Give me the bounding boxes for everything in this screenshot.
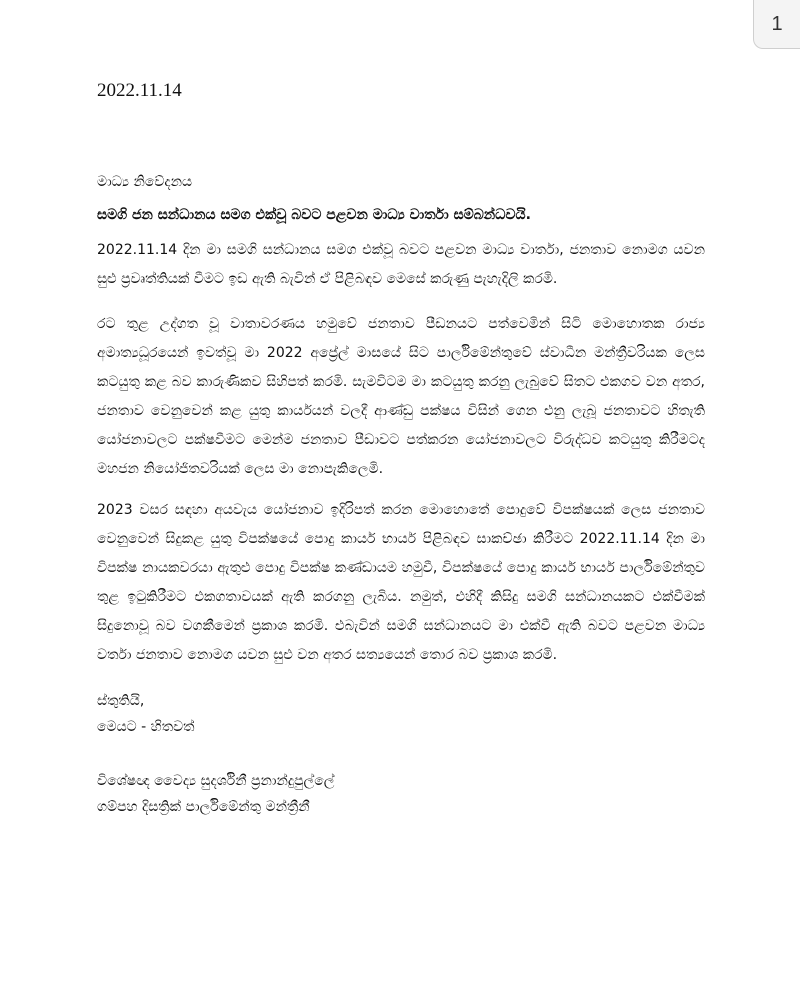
- paragraph-1: 2022.11.14 දින මා සමගි සන්ධානය සමග එක්වූ බවට පළවන මාධ්‍ය වාර්තා, ජනතාව නොමග යවන සුළු ප්‍රවෘත්තියක් වීමට ඉඩ ඇති බැවින් ඒ පිළිබඳව මෙසේ කරුණු පැහැදිලි කරමි.: [97, 242, 705, 287]
- paragraph-3: 2023 වසර සඳහා අයවැය යෝජනාව ඉදිරිපත් කරන මොහොතේ පොදුවේ විපක්ෂයක් ලෙස ජනතාව වෙනුවෙන් සිදුකළ යුතු විපක්ෂයේ පොදු කාර්ය භාර්ය පිළිබඳව සාකච්ඡා කිරීමට 2022.11.14 දින මා විපක්ෂ නායකවරයා ඇතුළු පොදු විපක්ෂ කණ්ඩායම හමුවී, විපක්ෂයේ පොදු කාර්ය භාර්ය පාර්ලිමේන්තුව තුළ ඉටුකිරීමට එකගතාවයක් ඇති කරගනු ලැබිය. නමුත්, එහිදී කිසිදු සමගි සන්ධානයකට එක්වීමක් සිදුනොවූ බව වගකීමෙන් ප්‍රකාශ කරමි. එබැවින් සමගි සන්ධානයට මා එක්වී ඇති බවට පළවන මාධ්‍ය වර්තා ජනතාව නොමග යවන සුළු වන අතර සත්‍යයෙන් තොර බව ප්‍රකාශ කරමි.: [97, 502, 705, 663]
- document-date: 2022.11.14: [97, 80, 182, 101]
- closing-signoff: මෙයට - හිතවත්: [97, 719, 195, 735]
- press-release-document: [97, 80, 705, 820]
- closing-thanks: ස්තුතියි,: [97, 693, 145, 709]
- signatory-title: ගම්පහ දිසත්‍රික් පාර්ලිමේන්තු මන්ත්‍රීනී: [97, 799, 310, 815]
- signature-block: [97, 768, 705, 820]
- page-number-badge[interactable]: [753, 0, 800, 49]
- signatory-name: විශේෂඥ වෛද්‍ය සුදර්ශිනී ප්‍රනාන්දුපුල්ලේ: [97, 773, 335, 789]
- paragraph-2: රට තුළ උද්ගත වූ වාතාවරණය හමුවේ ජනතාව පීඩනයට පත්වෙමින් සිටි මොහොතක රාජ්‍ය අමාත්‍යධූරයෙන් ඉවත්වූ මා 2022 අප්‍රේල් මාසයේ සිට පාර්ලිමේන්තුවේ ස්වාධීන මන්ත්‍රීවරියක ලෙස කටයුතු කළ බව කාරුණිකව සිහිපත් කරමි. සැමවිටම මා කටයුතු කරනු ලැබුවේ සිතට එකගව වන අතර, ජනතාව වෙනුවෙන් කළ යුතු කාර්යයන් වලදී ආණ්ඩු පක්ෂය විසින් ගෙන එනු ලැබූ ජනතාවට හිතැති යෝජනාවලට පක්ෂවීමට මෙන්ම ජනතාව පීඩාවට පත්කරන යෝජනාවලට විරුද්ධව කටයුතු කිරීමටද මහජන නියෝජිතවරියක් ලෙස මා නොපැකිලෙමි.: [97, 316, 705, 477]
- document-heading: මාධ්‍ය නිවේදනය: [97, 174, 193, 190]
- page-number: 1: [771, 12, 783, 35]
- document-subject: සමගි ජන සන්ධානය සමග එක්වූ බවට පළවන මාධ්‍ය වාර්තා සම්බන්ධවයි.: [97, 207, 531, 223]
- closing: [97, 688, 705, 740]
